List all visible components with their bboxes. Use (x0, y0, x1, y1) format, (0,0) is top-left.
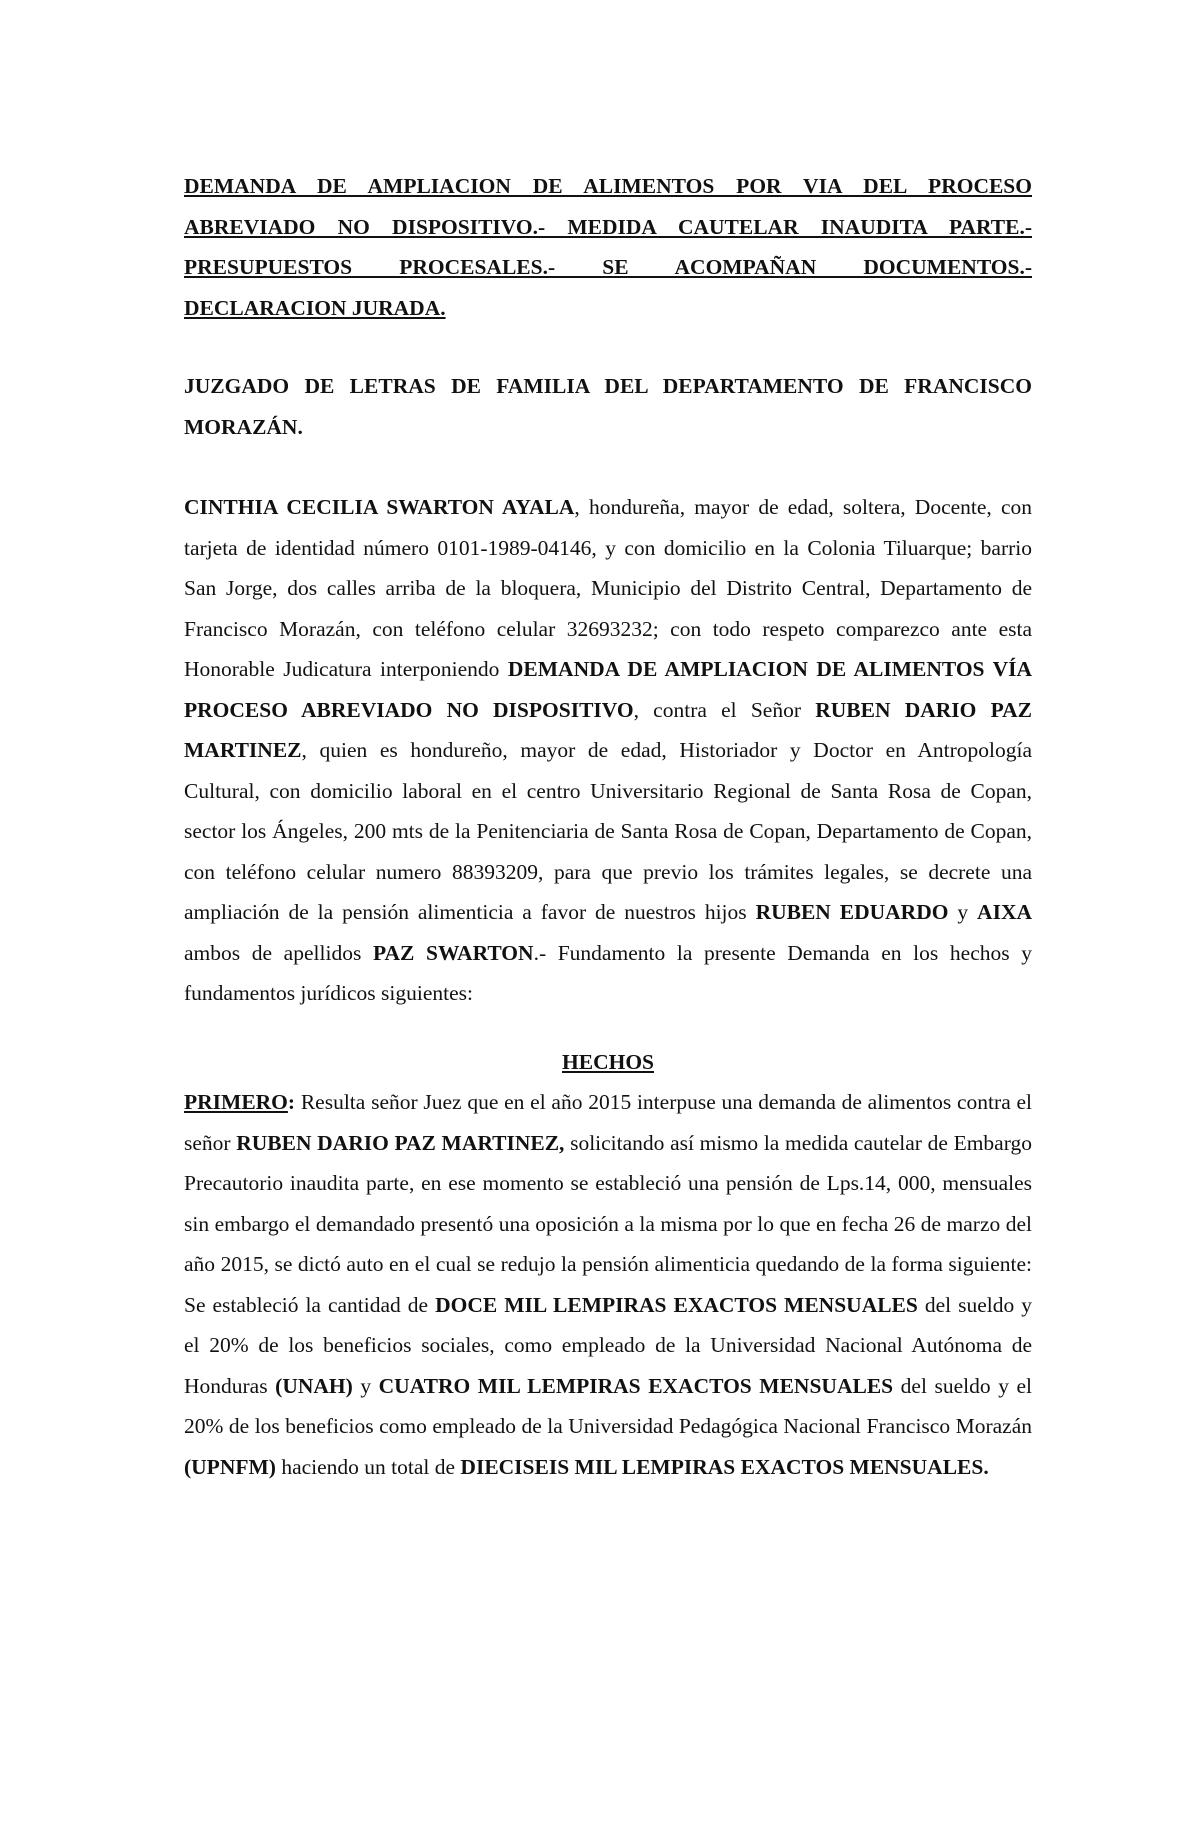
plaintiff-name: CINTHIA CECILIA SWARTON AYALA (184, 495, 575, 519)
facts-heading: HECHOS (562, 1049, 654, 1074)
child-name-2: AIXA (977, 900, 1032, 924)
title-line-1: DEMANDA DE AMPLIACION DE ALIMENTOS POR VIA DEL PROCESO (184, 174, 1032, 198)
fact-first-paragraph (184, 1082, 1032, 1487)
court-line-2: FRANCISCO MORAZÁN. (184, 374, 1032, 439)
section-heading (184, 1042, 1032, 1083)
fact-amount-upnfm: CUATRO MIL LEMPIRAS EXACTOS MENSUALES (378, 1373, 894, 1398)
fact-first-colon: : (287, 1090, 296, 1114)
fact-text-2: solicitando así mismo la medida cautelar de Embargo Precautorio inaudita parte, en ese momento se estableció una pensión de Lps.14, 000, mensuales sin embargo el demandado presentó una oposición a la misma por lo que en fecha 26 de marzo del año 2015, se dictó auto en el cual se redujo la pensión alimenticia quedando de la forma siguiente: Se estableció la cantidad de (184, 1130, 1032, 1317)
fact-upnfm: (UPNFM) (184, 1454, 276, 1479)
intro-text-2: , contra el Señor (633, 697, 816, 722)
fact-text-3: del sueldo y el 20% de los beneficios sociales, como empleado de la Universidad Nacional Autónoma de Honduras (184, 1292, 1033, 1398)
claim-type: DEMANDA DE AMPLIACION DE ALIMENTOS VÍA PROCESO ABREVIADO NO DISPOSITIVO (184, 657, 1032, 722)
title-line-3: PRESUPUESTOS PROCESALES.- SE ACOMPAÑAN DOCUMENTOS.- (184, 255, 1032, 279)
fact-text-6: haciendo un total de (275, 1454, 461, 1479)
title-line-2: ABREVIADO NO DISPOSITIVO.- MEDIDA CAUTELAR INAUDITA PARTE.- (184, 214, 1032, 239)
court-line-1: JUZGADO DE LETRAS DE FAMILIA DEL DEPARTAMENTO DE (184, 374, 889, 398)
fact-first-label: PRIMERO (184, 1090, 288, 1114)
fact-text-4: y (352, 1373, 379, 1398)
defendant-name: RUBEN DARIO PAZ MARTINEZ (184, 697, 1032, 762)
intro-text-1: , hondureña, mayor de edad, soltera, Docente, con tarjeta de identidad número 0101-1989-04146, y con domicilio en la Colonia Tiluarque; barrio San Jorge, dos calles arriba de la bloquera, Municipio del Distrito Central, Departamento de Francisco Morazán, con teléfono celular 32693232; con todo respeto comparezco ante esta Honorable Judicatura interponiendo (184, 495, 1033, 681)
fact-amount-unah: DOCE MIL LEMPIRAS EXACTOS MENSUALES (435, 1292, 918, 1317)
fact-defendant-name: RUBEN DARIO PAZ MARTINEZ, (236, 1130, 565, 1155)
fact-unah: (UNAH) (275, 1373, 353, 1398)
intro-text-3: , quien es hondureño, mayor de edad, Historiador y Doctor en Antropología Cultural, con domicilio laboral en el centro Universitario Regional de Santa Rosa de Copan, sector los Ángeles, 200 mts de la Penitenciaria de Santa Rosa de Copan, Departamento de Copan, con teléfono celular numero 88393209, para que previo los trámites legales, se decrete una ampliación de la pensión alimenticia a favor de nuestros hijos (184, 738, 1032, 924)
intro-text-6: .- Fundamento la presente Demanda en los hechos y fundamentos jurídicos siguientes: (184, 940, 1032, 1005)
intro-text-4: y (948, 900, 978, 924)
fact-text-5: del sueldo y el 20% de los beneficios como empleado de la Universidad Pedagógica Nacional Francisco Morazán (184, 1373, 1033, 1438)
intro-paragraph (184, 487, 1032, 1014)
document-page (184, 166, 1032, 1487)
children-surnames: PAZ SWARTON (372, 940, 534, 965)
child-name-1: RUBEN EDUARDO (755, 900, 949, 924)
title-line-4: DECLARACION JURADA. (184, 295, 446, 320)
intro-text-5: ambos de apellidos (184, 940, 373, 965)
document-title (184, 166, 1032, 328)
court-addressee (184, 366, 1032, 447)
fact-text-1: Resulta señor Juez que en el año 2015 interpuse una demanda de alimentos contra el señor (184, 1090, 1032, 1155)
fact-total-amount: DIECISEIS MIL LEMPIRAS EXACTOS MENSUALES. (460, 1454, 989, 1479)
